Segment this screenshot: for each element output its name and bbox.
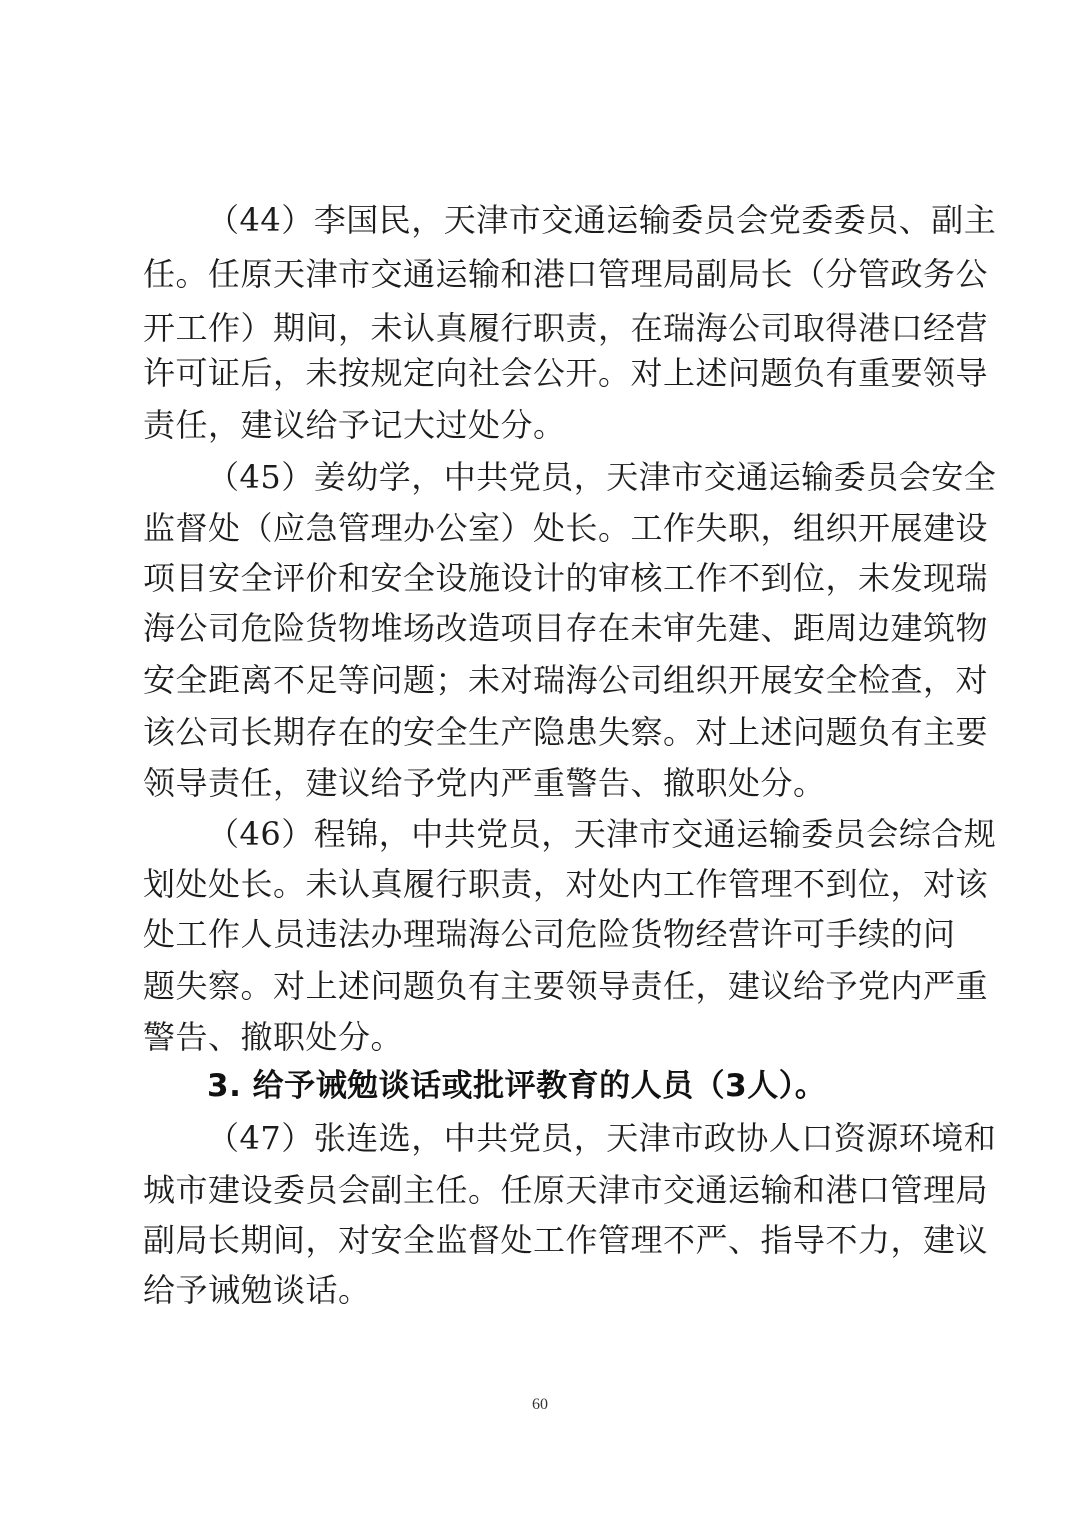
paragraph-45-line-1: （45）姜幼学，中共党员，天津市交通运输委员会安全 xyxy=(207,458,997,496)
paragraph-44-line-1: （44）李国民，天津市交通运输委员会党委委员、副主 xyxy=(207,201,997,239)
paragraph-44-line-2: 任。任原天津市交通运输和港口管理局副局长（分管政务公 xyxy=(143,255,989,293)
paragraph-46-line-5: 警告、撤职处分。 xyxy=(143,1018,404,1056)
paragraph-44-line-3: 开工作）期间，未认真履行职责，在瑞海公司取得港口经营 xyxy=(143,309,989,347)
paragraph-45-line-6: 该公司长期存在的安全生产隐患失察。对上述问题负有主要 xyxy=(143,713,989,751)
paragraph-44-line-4: 许可证后，未按规定向社会公开。对上述问题负有重要领导 xyxy=(143,354,989,392)
paragraph-47-line-1: （47）张连选，中共党员，天津市政协人口资源环境和 xyxy=(207,1119,997,1157)
paragraph-44-line-5: 责任，建议给予记大过处分。 xyxy=(143,406,566,444)
paragraph-46-line-4: 题失察。对上述问题负有主要领导责任，建议给予党内严重 xyxy=(143,967,989,1005)
paragraph-45-line-7: 领导责任，建议给予党内严重警告、撤职处分。 xyxy=(143,764,826,802)
paragraph-45-line-2: 监督处（应急管理办公室）处长。工作失职，组织开展建设 xyxy=(143,509,989,547)
paragraph-47-line-2: 城市建设委员会副主任。任原天津市交通运输和港口管理局 xyxy=(143,1171,989,1209)
paragraph-46-line-1: （46）程锦，中共党员，天津市交通运输委员会综合规 xyxy=(207,815,997,853)
page-number: 60 xyxy=(532,1396,548,1413)
paragraph-45-line-3: 项目安全评价和安全设施设计的审核工作不到位，未发现瑞 xyxy=(143,559,989,597)
paragraph-47-line-3: 副局长期间，对安全监督处工作管理不严、指导不力，建议 xyxy=(143,1221,989,1259)
paragraph-46-line-3: 处工作人员违法办理瑞海公司危险货物经营许可手续的问 xyxy=(143,915,956,953)
paragraph-45-line-5: 安全距离不足等问题；未对瑞海公司组织开展安全检查，对 xyxy=(143,661,989,699)
paragraph-45-line-4: 海公司危险货物堆场改造项目存在未审先建、距周边建筑物 xyxy=(143,609,989,647)
paragraph-46-line-2: 划处处长。未认真履行职责，对处内工作管理不到位，对该 xyxy=(143,865,989,903)
paragraph-47-line-4: 给予诫勉谈话。 xyxy=(143,1271,371,1309)
section-heading: 3. 给予诫勉谈话或批评教育的人员（3人）。 xyxy=(207,1068,827,1104)
